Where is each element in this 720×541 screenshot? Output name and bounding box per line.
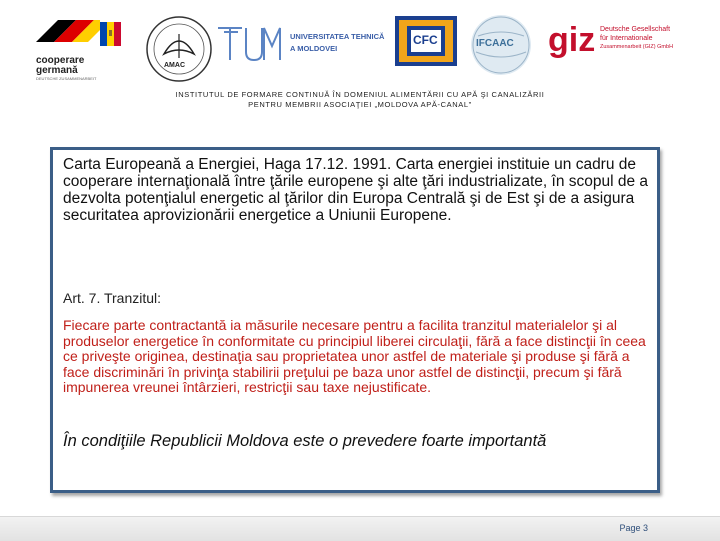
giz-wordmark: giz: [548, 21, 596, 59]
utm-mark-icon: [216, 22, 284, 62]
article-heading: Art. 7. Tranzitul:: [63, 290, 162, 306]
content-panel: [50, 147, 660, 493]
cfc-label: CFC: [413, 33, 438, 47]
header-logos: [0, 0, 720, 90]
giz-line3-text: Zusammenarbeit (GIZ) GmbH: [600, 44, 674, 50]
giz-logo: [546, 20, 686, 70]
ifcaac-label: IFCAAC: [476, 38, 514, 49]
conclusion-text: În condiţiile Republicii Moldova este o prevedere foarte importantă: [63, 432, 547, 450]
article-text: Fiecare parte contractantă ia măsurile necesare pentru a facilita tranzitul materialelor şi al produselor energetice în conformitate cu principiul liberei circulaţii, fără a face distincţii în ceea ce priveşte originea, destinaţia sau proprietatea unor astfel de materiale şi produse şi fără a face discriminări în privinţa stabilirii preţului pe baza unor astfel de distincţii, precum şi fără impunerea vreunei întârzieri, restricţii sau taxe nejustificate.: [63, 317, 646, 395]
germana-text: germană: [36, 65, 78, 76]
page-number: Page 3: [619, 523, 648, 533]
ifcaac-logo: [466, 14, 536, 76]
utm-university-text: UNIVERSITATEA TEHNICĂ: [290, 32, 385, 41]
institute-title-line1: INSTITUTUL DE FORMARE CONTINUĂ ÎN DOMENIUL ALIMENTĂRII CU APĂ ŞI CANALIZĂRII: [175, 90, 545, 99]
giz-line1-text: Deutsche Gesellschaft: [600, 26, 671, 33]
cooperare-text: cooperare: [36, 55, 85, 66]
flags-icon: [36, 20, 128, 50]
cfc-logo: [393, 14, 463, 70]
utm-moldova-text: A MOLDOVEI: [290, 44, 338, 53]
cooperare-germana-logo: [36, 20, 128, 80]
institute-title-line2: PENTRU MEMBRII ASOCIAŢIEI „MOLDOVA APĂ-CANAL": [248, 100, 472, 109]
amac-seal-icon: [144, 14, 214, 84]
deutsche-zusammenarbeit-text: DEUTSCHE ZUSAMMENARBEIT: [36, 76, 97, 81]
intro-paragraph: Carta Europeană a Energiei, Haga 17.12. 1991. Carta energiei instituie un cadru de cooperare internaţională între ţările europene şi alte ţări industrializate, în scopul de a dezvolta potenţialul energetic al ţărilor din Europa Centrală şi de Est şi de a asigura securitatea aprovizionării energetice a Uniunii Europene.: [63, 156, 649, 224]
giz-line2-text: für Internationale: [600, 35, 653, 42]
amac-logo: [144, 14, 214, 84]
amac-label: AMAC: [164, 62, 185, 69]
institute-title: [60, 90, 660, 110]
footer-bar: [0, 516, 720, 541]
utm-logo: [216, 22, 386, 66]
